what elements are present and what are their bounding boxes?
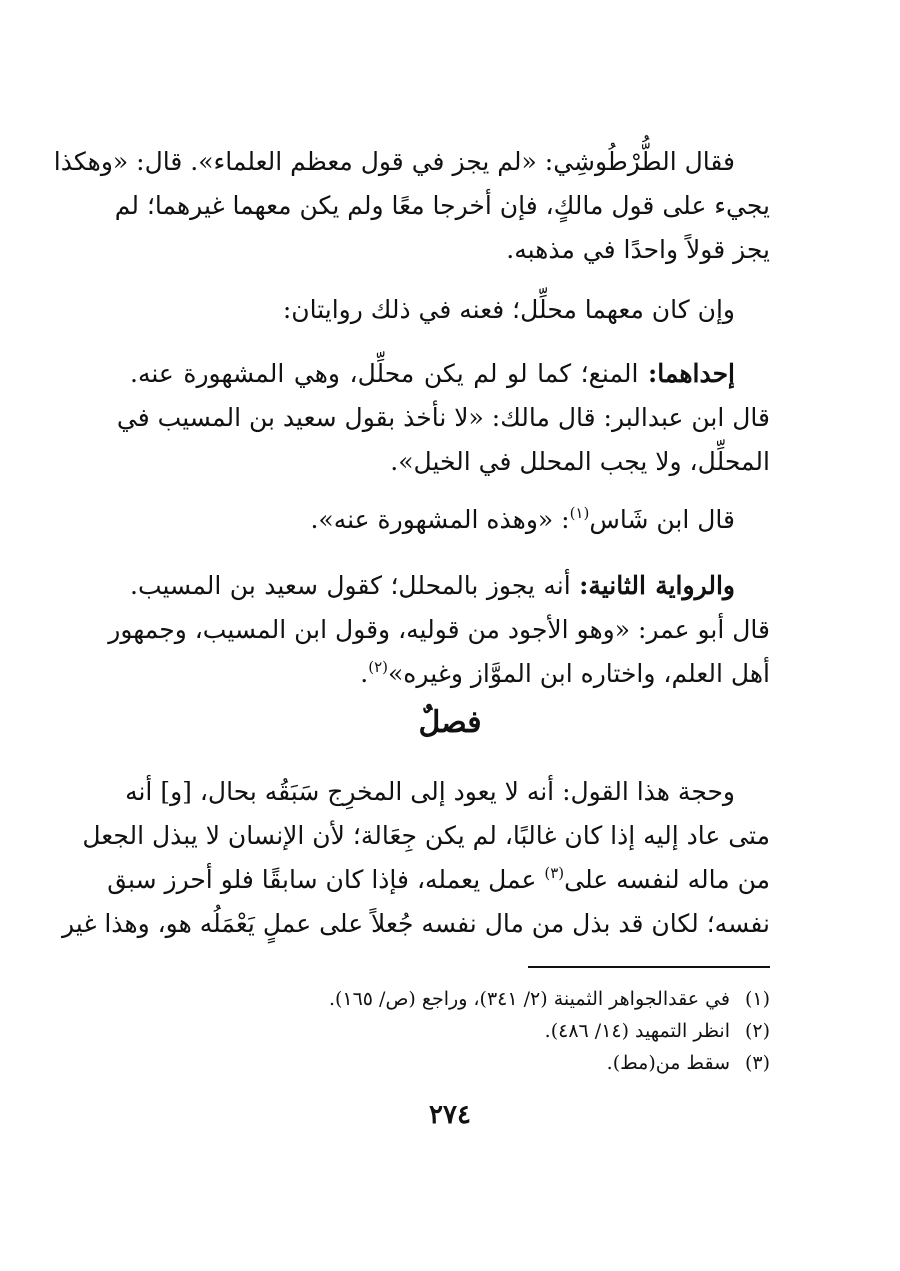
body-text: .: [360, 659, 369, 688]
footnote-marker[interactable]: (٢): [368, 658, 389, 676]
body-line: قال ابن عبدالبر: قال مالك: «لا نأخذ بقول سعيد بن المسيب في: [116, 403, 770, 432]
body-text: عمل يعمله، فإذا كان سابقًا فلو أحرز سبق: [107, 865, 545, 894]
footnote-separator: [528, 966, 770, 968]
footnote: [170, 1048, 770, 1078]
page-number: ٢٧٤: [429, 1100, 471, 1130]
footnote: [170, 984, 770, 1014]
body-text: قال ابن شَاس: [589, 505, 735, 534]
body-line: فقال الطُّرْطُوشِي: «لم يجز في قول معظم العلماء». قال: «وهكذا: [53, 147, 735, 176]
footnote-number: (٢): [744, 1020, 770, 1042]
footnote-text: في عقدالجواهر الثمينة (٢/ ٣٤١)، وراجع (ص/ ١٦٥).: [328, 988, 730, 1010]
body-line: المحلِّل، ولا يجب المحلل في الخيل».: [390, 447, 770, 476]
body-line: [130, 564, 735, 608]
body-line: قال أبو عمر: «وهو الأجود من قوليه، وقول ابن المسيب، وجمهور: [108, 615, 770, 644]
footnote-text: سقط من(مط).: [606, 1052, 730, 1074]
section-heading: فصلٌ: [418, 705, 482, 740]
body-line: [107, 858, 770, 902]
body-line: [130, 352, 735, 396]
body-line: متى عاد إليه إذا كان غالبًا، لم يكن جِعَالة؛ لأن الإنسان لا يبذل الجعل: [82, 821, 770, 850]
footnote-number: (١): [744, 988, 770, 1010]
footnote-marker[interactable]: (٣): [544, 864, 565, 882]
body-text: أهل العلم، واختاره ابن الموَّاز وغيره»: [388, 659, 770, 688]
footnote-number: (٣): [744, 1052, 770, 1074]
body-line: يجز قولاً واحدًا في مذهبه.: [506, 235, 770, 264]
body-line: [130, 652, 770, 696]
body-text: المنع؛ كما لو لم يكن محلِّل، وهي المشهورة عنه.: [130, 359, 649, 388]
body-line: وحجة هذا القول: أنه لا يعود إلى المخرِج سَبَقُه بحال، [و] أنه: [125, 777, 735, 806]
paragraph-lead: إحداهما:: [648, 359, 735, 388]
body-line: وإن كان معهما محلِّل؛ فعنه في ذلك روايتان:: [282, 295, 735, 324]
body-line: يجيء على قول مالكٍ، فإن أخرجا معًا ولم يكن معهما غيرهما؛ لم: [114, 191, 770, 220]
body-text: أنه يجوز بالمحلل؛ كقول سعيد بن المسيب.: [130, 571, 580, 600]
body-text: من ماله لنفسه على: [564, 865, 770, 894]
body-line: [130, 498, 735, 542]
footnote-text: انظر التمهيد (١٤/ ٤٨٦).: [544, 1020, 730, 1042]
footnote: [170, 1016, 770, 1046]
body-line: نفسه؛ لكان قد بذل من مال نفسه جُعلاً على عملٍ يَعْمَلُه هو، وهذا غير: [61, 909, 770, 938]
paragraph-lead: والرواية الثانية:: [579, 571, 735, 600]
footnote-marker[interactable]: (١): [569, 504, 590, 522]
body-text: : «وهذه المشهورة عنه».: [310, 505, 570, 534]
